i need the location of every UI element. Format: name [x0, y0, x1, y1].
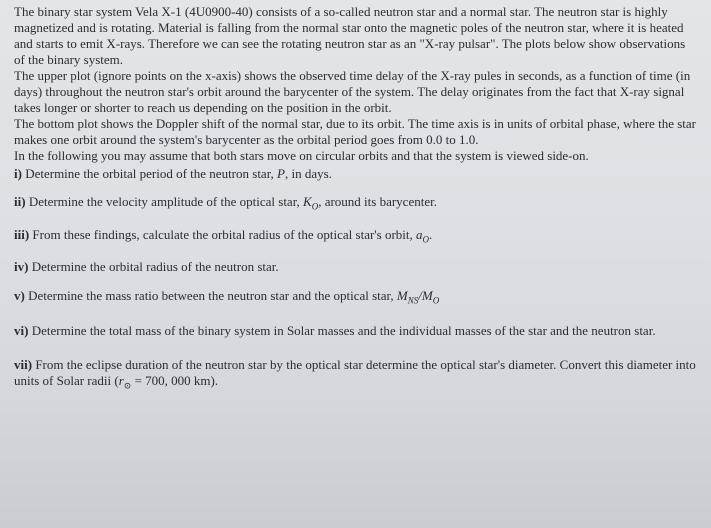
- question-tail: = 700, 000 km).: [131, 372, 219, 388]
- question-number: vi): [14, 322, 29, 338]
- intro-paragraph-1: The binary star system Vela X-1 (4U0900-40) consists of a so-called neutron star and a normal star. The neutron star is highly magnetized and is rotating. Material is falling from the normal star onto the magnetic poles of the neutron star, where it is heated and starts to emit X-rays. Therefore we can see the rotating neutron star as an "X-ray pulsar". The plots below show observations of the binary system.: [14, 4, 686, 67]
- symbol-mass: M: [396, 288, 408, 304]
- question-number: v): [14, 288, 25, 304]
- question-number: i): [14, 166, 22, 181]
- symbol-mass-ratio: /M: [418, 288, 433, 304]
- question-4: [14, 259, 698, 275]
- question-3: [14, 227, 698, 248]
- question-tail: , around its barycenter.: [318, 194, 437, 209]
- question-7: [14, 357, 698, 394]
- question-text: Determine the total mass of the binary system in Solar masses and the individual masses of the star and the neutron star.: [31, 322, 656, 338]
- question-number: ii): [14, 194, 26, 209]
- symbol-radius: a: [416, 226, 423, 242]
- intro-paragraph-4: In the following you may assume that both stars move on circular orbits and that the system is viewed side-on.: [14, 148, 589, 163]
- symbol-subscript: O: [311, 201, 319, 212]
- question-1: [14, 166, 698, 182]
- question-number: vii): [14, 356, 33, 372]
- question-5: [14, 288, 698, 309]
- question-number: iv): [14, 259, 29, 275]
- question-text: Determine the mass ratio between the neutron star and the optical star,: [28, 288, 397, 304]
- question-tail: .: [429, 226, 433, 242]
- question-tail: , in days.: [284, 166, 332, 181]
- symbol-subscript: NS: [407, 295, 419, 306]
- intro-paragraph-2: The upper plot (ignore points on the x-axis) shows the observed time delay of the X-ray pules in seconds, as a function of time (in days) throughout the neutron star's orbit around the barycenter of the system. The delay originates from the fact that X-ray signal takes longer or shorter to reach us depending on the position in the orbit.: [14, 68, 691, 115]
- question-text: Determine the orbital period of the neutron star,: [25, 166, 278, 181]
- question-text: From the eclipse duration of the neutron star by the optical star determine the optical star's diameter. Convert this diameter into units of Solar radii (: [14, 356, 696, 388]
- symbol-period: P: [277, 166, 285, 181]
- symbol-subscript: O: [422, 234, 429, 245]
- question-text: From these findings, calculate the orbital radius of the optical star's orbit,: [32, 226, 416, 242]
- question-text: Determine the orbital radius of the neutron star.: [31, 259, 279, 275]
- question-text: Determine the velocity amplitude of the optical star,: [28, 194, 304, 209]
- problem-sheet: [14, 4, 698, 393]
- symbol-velocity: K: [303, 194, 312, 209]
- symbol-subscript: ⊙: [123, 380, 132, 391]
- question-6: [14, 323, 698, 339]
- question-number: iii): [14, 226, 30, 242]
- question-2: [14, 194, 698, 215]
- intro-paragraph-3: The bottom plot shows the Doppler shift of the normal star, due to its orbit. The time axis is in units of orbital phase, where the star makes one orbit around the system's barycenter as the orbital period goes from 0.0 to 1.0.: [14, 116, 696, 147]
- symbol-subscript: O: [432, 295, 440, 306]
- symbol-solar-radius: r: [118, 372, 124, 388]
